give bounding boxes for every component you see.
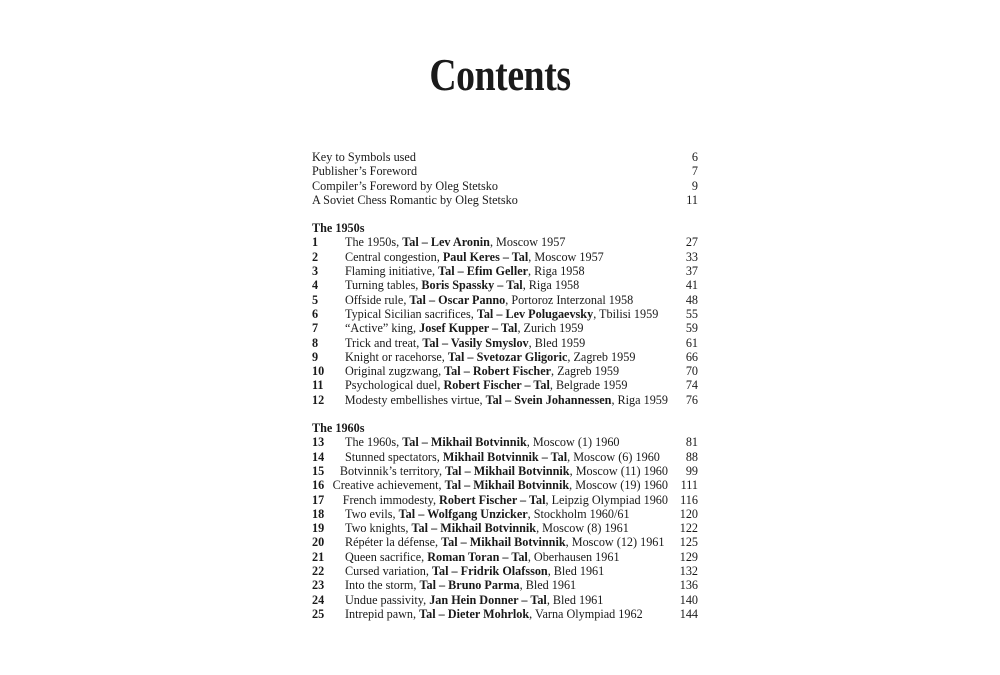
toc-page-number: 129: [679, 549, 698, 564]
toc-entry-title: [345, 250, 668, 264]
toc-entry[interactable]: [312, 478, 698, 492]
game-theme: Cursed variation,: [345, 564, 432, 579]
toc-page-number: 140: [679, 592, 698, 607]
toc-page-number: 61: [685, 335, 698, 350]
toc-entry-title: Publisher’s Foreword: [312, 164, 418, 179]
toc-page-number: 99: [685, 463, 698, 478]
game-place: , Belgrade 1959: [549, 378, 628, 393]
game-place: , Oberhausen 1961: [527, 549, 620, 564]
toc-page-number: 122: [679, 521, 698, 536]
toc-entry-title: [345, 264, 668, 278]
toc-entry-title: [345, 393, 668, 407]
game-players: Tal – Efim Geller: [438, 264, 529, 279]
toc-page-number: 41: [685, 278, 698, 293]
game-number: 9: [312, 349, 319, 364]
game-players: Tal – Lev Aronin: [402, 235, 490, 250]
toc-entry-title: [345, 293, 668, 307]
toc-page-number: 125: [679, 535, 698, 550]
game-number: 22: [312, 564, 325, 579]
toc-page-number: 120: [679, 506, 698, 521]
game-place: , Moscow (19) 1960: [569, 478, 668, 493]
toc-page-number: 48: [685, 292, 698, 307]
game-players: Josef Kupper – Tal: [419, 321, 518, 336]
game-place: , Stockholm 1960/61: [527, 506, 630, 521]
toc-entry[interactable]: [312, 193, 698, 207]
game-theme: The 1960s,: [345, 435, 403, 450]
game-place: , Riga 1959: [611, 392, 668, 407]
toc-page-number: 116: [680, 492, 698, 507]
game-place: , Moscow (6) 1960: [567, 449, 660, 464]
page-title: Contents: [429, 49, 571, 100]
game-players: Tal – Mikhail Botvinnik: [441, 535, 566, 550]
game-players: Mikhail Botvinnik – Tal: [442, 449, 568, 464]
toc-entry-title: Compiler’s Foreword by Oleg Stetsko: [312, 178, 498, 193]
game-place: , Varna Olympiad 1962: [529, 606, 643, 621]
game-number: 24: [312, 592, 325, 607]
game-players: Tal – Mikhail Botvinnik: [444, 478, 570, 493]
game-place: , Zagreb 1959: [551, 364, 620, 379]
game-players: Robert Fischer – Tal: [443, 378, 550, 393]
game-players: Tal – Vasily Smyslov: [422, 335, 529, 350]
toc-page-number: 132: [679, 564, 698, 579]
toc-page-number: 111: [680, 478, 698, 493]
toc-page-number: 70: [685, 364, 698, 379]
game-players: Tal – Robert Fischer: [444, 364, 552, 379]
toc-entry-title: [345, 507, 668, 521]
toc-entry-title: [345, 535, 668, 549]
toc-page-number: 7: [691, 164, 698, 179]
toc-entry[interactable]: [312, 535, 698, 549]
toc-entry-title: Key to Symbols used: [312, 150, 416, 164]
game-number: 11: [312, 378, 324, 393]
game-number: 15: [312, 463, 325, 478]
game-number: 18: [312, 506, 325, 521]
game-place: , Moscow 1957: [528, 249, 604, 264]
toc-entry[interactable]: [312, 593, 698, 607]
front-matter: [312, 150, 698, 207]
game-number: 19: [312, 521, 325, 536]
toc-entry[interactable]: [312, 435, 698, 449]
toc-entry[interactable]: [312, 393, 698, 407]
game-place: , Moscow (8) 1961: [536, 521, 629, 536]
game-theme: Botvinnik’s territory,: [339, 463, 446, 478]
game-theme: Typical Sicilian sacrifices,: [345, 306, 477, 321]
toc-entry[interactable]: [312, 307, 698, 321]
toc-page-number: 37: [685, 264, 698, 279]
game-theme: Central congestion,: [345, 249, 443, 264]
game-number: 2: [312, 249, 319, 264]
toc-entry[interactable]: [312, 179, 698, 193]
toc-entry[interactable]: [312, 564, 698, 578]
section-heading: The 1960s: [312, 421, 365, 436]
game-players: Tal – Dieter Mohrlok: [419, 606, 530, 621]
toc-entry-title: [345, 307, 668, 321]
toc-entry[interactable]: [312, 321, 698, 335]
toc-entry-title: [345, 278, 668, 292]
toc-entry-title: [345, 564, 668, 578]
game-number: 3: [312, 264, 319, 279]
game-players: Boris Spassky – Tal: [421, 278, 523, 293]
toc-page-number: 55: [685, 306, 698, 321]
game-number: 23: [312, 578, 325, 593]
game-number: 10: [312, 364, 325, 379]
game-theme: Trick and treat,: [345, 335, 423, 350]
game-place: , Riga 1958: [528, 264, 585, 279]
game-theme: “Active” king,: [345, 321, 420, 336]
game-number: 6: [312, 306, 319, 321]
toc-entry[interactable]: [312, 378, 698, 392]
table-of-contents: [312, 150, 698, 621]
game-theme: Into the storm,: [345, 578, 420, 593]
toc-entry-title: [343, 493, 668, 507]
game-number: 14: [312, 449, 325, 464]
game-number: 4: [312, 278, 319, 293]
game-players: Tal – Lev Polugaevsky: [476, 306, 594, 321]
toc-entry-title: [345, 336, 668, 350]
game-players: Paul Keres – Tal: [442, 249, 529, 264]
toc-page-number: 136: [679, 578, 698, 593]
game-theme: Queen sacrifice,: [345, 549, 428, 564]
toc-entry[interactable]: [312, 235, 698, 249]
toc-entry[interactable]: [312, 607, 698, 621]
game-place: , Zurich 1959: [517, 321, 584, 336]
game-number: 1: [312, 235, 319, 250]
game-number: 17: [312, 492, 325, 507]
game-players: Jan Hein Donner – Tal: [429, 592, 547, 607]
toc-entry-title: [345, 593, 668, 607]
toc-entry-title: [345, 578, 668, 592]
toc-entry-title: [345, 450, 668, 464]
game-number: 7: [312, 321, 319, 336]
toc-entry-title: [345, 235, 668, 249]
game-place: , Moscow (1) 1960: [526, 435, 620, 450]
toc-entry-title: [345, 350, 668, 364]
game-players: Tal – Fridrik Olafsson: [432, 564, 548, 579]
game-theme: The 1950s,: [345, 235, 403, 250]
game-number: 8: [312, 335, 319, 350]
game-theme: Intrepid pawn,: [345, 606, 420, 621]
game-theme: Creative achievement,: [332, 478, 445, 493]
game-number: 21: [312, 549, 325, 564]
game-theme: Stunned spectators,: [345, 449, 443, 464]
game-players: Tal – Mikhail Botvinnik: [445, 463, 570, 478]
game-theme: Undue passivity,: [345, 592, 430, 607]
game-theme: Knight or racehorse,: [345, 349, 448, 364]
game-theme: Flaming initiative,: [345, 264, 439, 279]
toc-entry[interactable]: [312, 364, 698, 378]
toc-entry-title: [345, 607, 668, 621]
toc-entry-title: [345, 364, 668, 378]
game-theme: Offside rule,: [345, 292, 410, 307]
toc-page-number: 27: [685, 235, 698, 250]
game-players: Robert Fischer – Tal: [439, 492, 546, 507]
toc-page-number: 76: [685, 392, 698, 407]
toc-page-number: 9: [691, 178, 698, 193]
toc-entry-title: [345, 378, 668, 392]
game-number: 20: [312, 535, 325, 550]
toc-entry[interactable]: [312, 578, 698, 592]
game-players: Tal – Mikhail Botvinnik: [402, 435, 527, 450]
toc-entry[interactable]: [312, 164, 698, 178]
game-number: 12: [312, 392, 325, 407]
toc-entry-title: [345, 550, 668, 564]
toc-entry[interactable]: [312, 464, 698, 478]
toc-entry-title: [345, 521, 668, 535]
game-place: , Bled 1961: [547, 564, 605, 579]
toc-page-number: 59: [685, 321, 698, 336]
toc-page-number: 33: [685, 249, 698, 264]
toc-entry[interactable]: [312, 450, 698, 464]
game-place: , Bled 1961: [546, 592, 604, 607]
toc-entry[interactable]: [312, 550, 698, 564]
game-players: Tal – Svein Johannessen: [485, 392, 612, 407]
toc-page-number: 11: [686, 192, 698, 207]
game-number: 16: [312, 478, 325, 493]
toc-page-number: 66: [685, 349, 698, 364]
game-players: Roman Toran – Tal: [427, 549, 528, 564]
toc-entry[interactable]: [312, 507, 698, 521]
game-place: , Moscow 1957: [489, 235, 566, 250]
game-players: Tal – Oscar Panno: [409, 292, 506, 307]
toc-entry[interactable]: [312, 350, 698, 364]
game-place: , Bled 1961: [519, 578, 577, 593]
toc-entry-title: A Soviet Chess Romantic by Oleg Stetsko: [312, 192, 518, 207]
game-number: 5: [312, 292, 319, 307]
game-place: , Leipzig Olympiad 1960: [545, 492, 668, 507]
game-theme: Original zugzwang,: [345, 364, 445, 379]
toc-entry[interactable]: [312, 264, 698, 278]
game-place: , Portoroz Interzonal 1958: [505, 292, 634, 307]
game-number: 25: [312, 606, 325, 621]
toc-page-number: 144: [679, 606, 698, 621]
game-theme: Répéter la défense,: [345, 535, 442, 550]
game-players: Tal – Bruno Parma: [419, 578, 520, 593]
toc-entry[interactable]: [312, 493, 698, 507]
game-theme: Two knights,: [345, 521, 412, 536]
game-place: , Moscow (12) 1961: [565, 535, 665, 550]
game-number: 13: [312, 435, 325, 450]
toc-entry-title: [340, 464, 668, 478]
game-theme: Turning tables,: [345, 278, 422, 293]
toc-entry-title: [333, 478, 668, 492]
toc-page-number: 81: [685, 435, 698, 450]
game-players: Tal – Svetozar Gligoric: [447, 349, 568, 364]
toc-entry[interactable]: [312, 336, 698, 350]
game-place: , Moscow (11) 1960: [569, 463, 668, 478]
toc-entry[interactable]: [312, 521, 698, 535]
game-players: Tal – Mikhail Botvinnik: [411, 521, 537, 536]
toc-entry[interactable]: [312, 250, 698, 264]
toc-entry[interactable]: [312, 293, 698, 307]
game-theme: Modesty embellishes virtue,: [344, 392, 486, 407]
toc-entry[interactable]: [312, 278, 698, 292]
game-players: Tal – Wolfgang Unzicker: [398, 506, 528, 521]
toc-entry-title: [345, 435, 668, 449]
game-theme: French immodesty,: [342, 492, 440, 507]
game-place: , Riga 1958: [522, 278, 580, 293]
game-place: , Bled 1959: [528, 335, 586, 350]
toc-page-number: 74: [685, 378, 698, 393]
toc-entry[interactable]: [312, 150, 698, 164]
section-heading: The 1950s: [312, 221, 365, 236]
game-theme: Two evils,: [345, 506, 399, 521]
game-theme: Psychological duel,: [345, 378, 444, 393]
toc-page-number: 6: [691, 150, 698, 164]
toc-sections: [312, 221, 698, 621]
game-place: , Tbilisi 1959: [593, 306, 659, 321]
toc-page-number: 88: [685, 449, 698, 464]
game-place: , Zagreb 1959: [567, 349, 636, 364]
toc-entry-title: [345, 321, 668, 335]
